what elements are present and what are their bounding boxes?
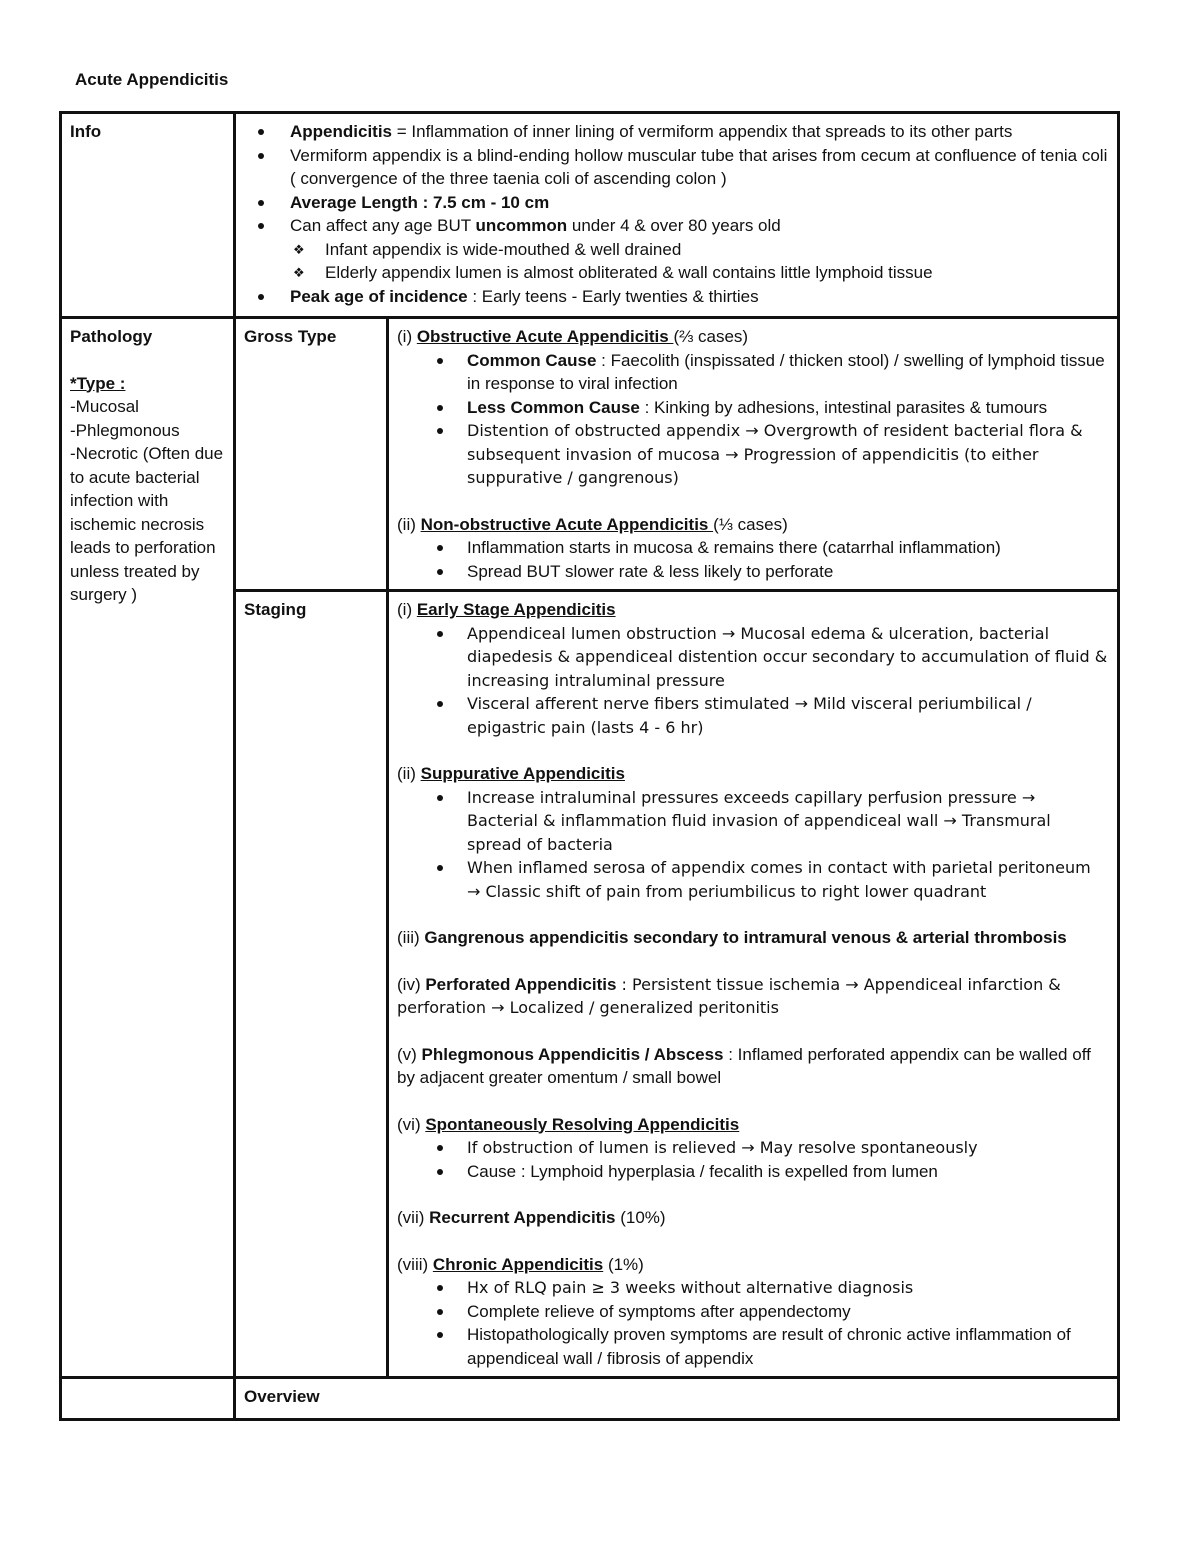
pathology-cell xyxy=(61,318,235,1378)
list-item: Peak age of incidence : Early teens - Early twenties & thirties xyxy=(244,285,1109,309)
info-row xyxy=(61,113,1119,318)
gangrenous-heading: (iii) Gangrenous appendicitis secondary to intramural venous & arterial thrombosis xyxy=(397,928,1067,947)
list-item: Visceral afferent nerve fibers stimulated → Mild visceral periumbilical / epigastric pain (lasts 4 - 6 hr) xyxy=(397,692,1109,739)
obstructive-list xyxy=(397,349,1109,490)
type-list xyxy=(70,395,225,607)
list-item: ❖ Elderly appendix lumen is almost obliterated & wall contains little lymphoid tissue xyxy=(244,261,1109,285)
chronic-heading: (viii) Chronic Appendicitis (1%) xyxy=(397,1254,644,1274)
list-item: Distention of obstructed appendix → Overgrowth of resident bacterial flora & subsequent invasion of mucosa → Progression of appendicitis (to either suppurative / gangrenous) xyxy=(397,419,1109,490)
list-item: Cause : Lymphoid hyperplasia / fecalith is expelled from lumen xyxy=(397,1160,1109,1184)
type-item: -Phlegmonous xyxy=(70,420,180,440)
staging-label: Staging xyxy=(235,591,388,1378)
info-list xyxy=(244,120,1109,238)
list-item: Spread BUT slower rate & less likely to perforate xyxy=(397,560,1109,584)
obstructive-heading: (i) Obstructive Acute Appendicitis (⅔ cases) xyxy=(397,327,749,346)
recurrent-entry: (vii) Recurrent Appendicitis (10%) xyxy=(397,1208,666,1227)
list-item: Appendiceal lumen obstruction → Mucosal edema & ulceration, bacterial diapedesis & appendiceal distention occur secondary to accumulation of fluid & increasing intraluminal pressure xyxy=(397,622,1109,693)
suppurative-heading: (ii) Suppurative Appendicitis xyxy=(397,764,625,783)
gross-type-content xyxy=(388,318,1119,591)
pathology-label: Pathology xyxy=(70,327,153,346)
list-item: Inflammation starts in mucosa & remains there (catarrhal inflammation) xyxy=(397,536,1109,560)
early-stage-heading: (i) Early Stage Appendicitis xyxy=(397,600,616,619)
type-item: -Mucosal xyxy=(70,397,139,416)
perforated-entry: (iv) Perforated Appendicitis : Persistent tissue ischemia → Appendiceal infarction & perforation → Localized / generalized peritonitis xyxy=(397,974,1061,1017)
early-stage-list xyxy=(397,622,1109,740)
overview-row xyxy=(61,1378,1119,1420)
info-sublist xyxy=(244,238,1109,285)
type-item: -Necrotic (Often due to acute bacterial infection with ischemic necrosis leads to perforation unless treated by surgery ) xyxy=(70,444,224,604)
phlegmonous-entry: (v) Phlegmonous Appendicitis / Abscess : Inflamed perforated appendix can be walled off by adjacent greater omentum / small bowel xyxy=(397,1044,1091,1087)
list-item: ❖ Infant appendix is wide-mouthed & well drained xyxy=(244,238,1109,262)
list-item: Histopathologically proven symptoms are result of chronic active inflammation of appendiceal wall / fibrosis of appendix xyxy=(397,1323,1109,1370)
list-item: Can affect any age BUT uncommon under 4 & over 80 years old xyxy=(244,214,1109,238)
spontaneous-heading: (vi) Spontaneously Resolving Appendicitis xyxy=(397,1114,740,1134)
list-item: Average Length : 7.5 cm - 10 cm xyxy=(244,191,1109,215)
non-obstructive-list xyxy=(397,536,1109,583)
chronic-list xyxy=(397,1276,1109,1370)
notes-table xyxy=(59,111,1120,1421)
list-item: Hx of RLQ pain ≥ 3 weeks without alternative diagnosis xyxy=(397,1276,1109,1300)
info-label: Info xyxy=(61,113,235,318)
type-label: *Type : xyxy=(70,373,126,393)
staging-content xyxy=(388,591,1119,1378)
overview-label: Overview xyxy=(235,1378,1119,1420)
spontaneous-list xyxy=(397,1136,1109,1183)
list-item: Complete relieve of symptoms after appendectomy xyxy=(397,1300,1109,1324)
non-obstructive-heading: (ii) Non-obstructive Acute Appendicitis (⅓ cases) xyxy=(397,514,788,534)
list-item: If obstruction of lumen is relieved → May resolve spontaneously xyxy=(397,1136,1109,1160)
list-item: Appendicitis = Inflammation of inner lining of vermiform appendix that spreads to its other parts xyxy=(244,120,1109,144)
list-item: When inflamed serosa of appendix comes in contact with parietal peritoneum → Classic shift of pain from periumbilicus to right lower quadrant xyxy=(397,856,1109,903)
gross-type-label: Gross Type xyxy=(235,318,388,591)
list-item: Vermiform appendix is a blind-ending hollow muscular tube that arises from cecum at confluence of tenia coli ( convergence of the three taenia coli of ascending colon ) xyxy=(244,144,1109,191)
info-content xyxy=(235,113,1119,318)
document-title: Acute Appendicitis xyxy=(75,70,229,89)
list-item: Less Common Cause : Kinking by adhesions, intestinal parasites & tumours xyxy=(397,396,1109,420)
list-item: Common Cause : Faecolith (inspissated / thicken stool) / swelling of lymphoid tissue in response to viral infection xyxy=(397,349,1109,396)
gross-type-row xyxy=(61,318,1119,591)
suppurative-list xyxy=(397,786,1109,904)
info-list-end xyxy=(244,285,1109,309)
overview-empty-cell xyxy=(61,1378,235,1420)
list-item: Increase intraluminal pressures exceeds capillary perfusion pressure → Bacterial & inflammation fluid invasion of appendiceal wall → Transmural spread of bacteria xyxy=(397,786,1109,857)
